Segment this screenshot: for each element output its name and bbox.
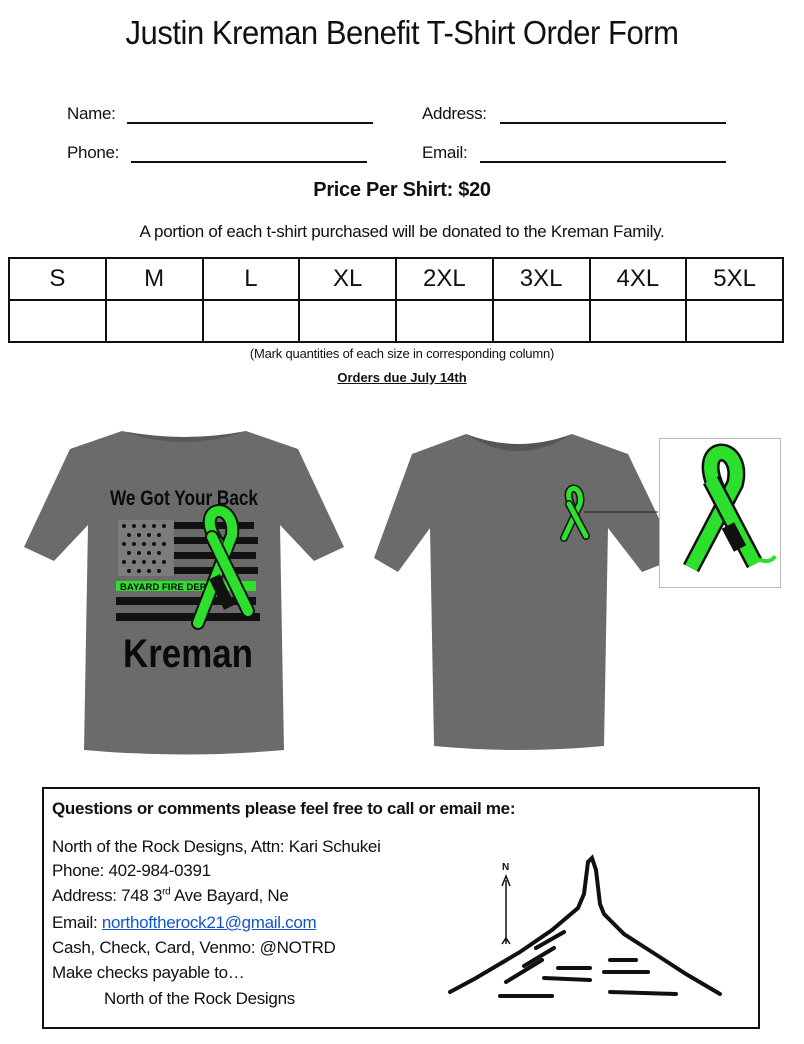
phone-label: Phone: [67,143,120,162]
size-header-l: L [203,258,300,300]
phone-field-line[interactable] [131,161,367,163]
size-quantity-table [8,257,784,343]
address-field-line[interactable] [500,122,726,124]
quantity-cell-4xl[interactable] [590,300,687,342]
address-label: Address: [422,104,487,123]
contact-checks-payable: Make checks payable to… [52,963,245,982]
chimney-rock-logo [440,848,730,1008]
email-field-line[interactable] [480,161,726,163]
donation-note: A portion of each t-shirt purchased will be donated to the Kreman Family. [139,222,665,241]
contact-email [52,913,316,933]
size-header-4xl: 4XL [590,258,687,300]
shirt-back-image [22,425,346,760]
quantity-cell-3xl[interactable] [493,300,590,342]
rock-outline [450,858,720,996]
contact-address [52,886,289,906]
quantity-row [9,300,783,342]
quantity-cell-m[interactable] [106,300,203,342]
size-header-s: S [9,258,106,300]
contact-heading: Questions or comments please feel free to call or email me: [52,799,516,818]
contact-phone: Phone: 402-984-0391 [52,861,211,880]
page-title: Justin Kreman Benefit T-Shirt Order Form [125,14,679,51]
name-field-line[interactable] [127,122,373,124]
email-label: Email: [422,143,468,162]
quantity-cell-l[interactable] [203,300,300,342]
compass-arrow-icon [502,876,510,944]
size-header-3xl: 3XL [493,258,590,300]
shirt-front-image [372,428,682,750]
size-header-xl: XL [299,258,396,300]
size-header-row [9,258,783,300]
contact-address-prefix: Address: 748 3 [52,886,163,905]
mark-quantities-note: (Mark quantities of each size in corresponding column) [249,346,555,361]
email-link[interactable]: northoftherock21@gmail.com [101,913,317,932]
price-text: Price Per Shirt: $20 [313,179,491,201]
size-header-m: M [106,258,203,300]
contact-payee-name: North of the Rock Designs [104,989,295,1008]
quantity-cell-xl[interactable] [299,300,396,342]
shirt-back-banner-text: BAYARD FIRE DEPT [120,582,213,592]
ribbon-detail-image [659,438,781,588]
contact-business-name: North of the Rock Designs, Attn: Kari Schukei [52,837,381,856]
contact-address-suffix: Ave Bayard, Ne [170,886,289,905]
quantity-cell-5xl[interactable] [686,300,783,342]
compass-n-label: N [502,862,510,873]
name-label: Name: [67,104,116,123]
shirt-back-body [24,431,344,755]
shirt-back-top-text: We Got Your Back [110,487,259,510]
size-header-2xl: 2XL [396,258,493,300]
contact-email-prefix: Email: [52,913,102,932]
quantity-cell-s[interactable] [9,300,106,342]
contact-payment-methods: Cash, Check, Card, Venmo: @NOTRD [52,938,336,957]
contact-address-sup: rd [162,886,171,898]
size-header-5xl: 5XL [686,258,783,300]
orders-due-note: Orders due July 14th [337,370,467,385]
quantity-cell-2xl[interactable] [396,300,493,342]
shirt-back-name-text: Kreman [123,632,253,676]
shirt-front-body [374,434,678,750]
